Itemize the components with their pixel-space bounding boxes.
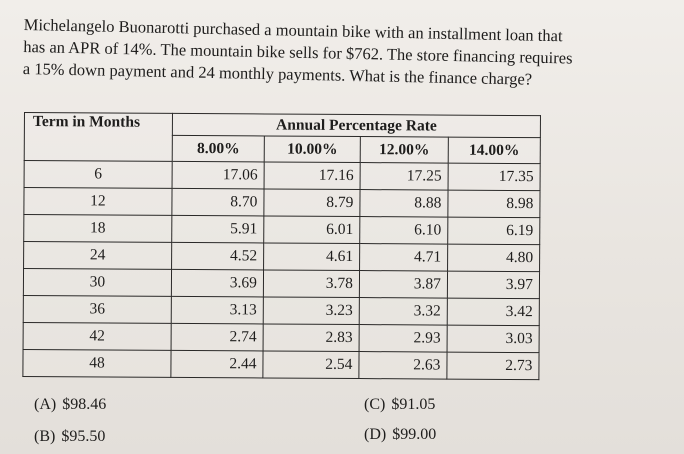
term-cell: 42 <box>23 322 171 350</box>
value-cell: 3.42 <box>447 298 539 326</box>
value-cell: 3.23 <box>263 297 359 325</box>
term-cell: 30 <box>23 269 171 297</box>
answer-choice-a[interactable] <box>34 396 106 414</box>
term-header: Term in Months <box>24 113 172 162</box>
table-row <box>23 295 539 325</box>
answer-choice-b[interactable] <box>34 428 105 446</box>
value-cell: 2.93 <box>359 325 447 353</box>
value-cell: 5.91 <box>172 215 264 243</box>
table-row <box>24 161 540 191</box>
answer-text: $91.05 <box>391 396 436 413</box>
value-cell: 8.70 <box>172 188 264 216</box>
value-cell: 2.44 <box>171 350 263 378</box>
question-line: a 15% down payment and 24 monthly payments. What is the finance charge? <box>22 58 533 89</box>
table-row <box>23 269 539 299</box>
value-cell: 2.74 <box>171 323 263 351</box>
apr-header: Annual Percentage Rate <box>172 113 540 137</box>
value-cell: 2.73 <box>447 352 539 380</box>
rate-header: 10.00% <box>264 136 360 163</box>
question-line: Michelangelo Buonarotti purchased a mountain bike with an installment loan that <box>23 14 563 46</box>
term-cell: 48 <box>23 349 171 377</box>
value-cell: 6.10 <box>360 217 448 245</box>
value-cell: 4.61 <box>264 243 360 271</box>
value-cell: 8.88 <box>360 190 448 218</box>
table-row <box>24 242 540 272</box>
value-cell: 2.63 <box>359 352 447 380</box>
value-cell: 6.19 <box>448 217 540 245</box>
question-text <box>23 14 674 94</box>
answer-choice-d[interactable] <box>364 426 436 444</box>
table-row <box>23 322 539 352</box>
value-cell: 3.78 <box>263 270 359 298</box>
value-cell: 3.13 <box>171 296 263 324</box>
answer-text: $98.46 <box>62 396 107 413</box>
term-cell: 6 <box>24 161 172 189</box>
value-cell: 4.80 <box>448 244 540 272</box>
answer-letter: (D) <box>364 426 387 443</box>
term-cell: 24 <box>24 242 172 270</box>
value-cell: 8.98 <box>448 190 540 218</box>
answer-letter: (A) <box>34 396 57 413</box>
term-cell: 36 <box>23 295 171 323</box>
rate-header: 12.00% <box>360 137 448 164</box>
answer-text: $99.00 <box>392 426 437 443</box>
question-line: has an APR of 14%. The mountain bike sells for $762. The store financing requires <box>23 36 573 68</box>
value-cell: 3.87 <box>359 271 447 299</box>
term-cell: 18 <box>24 215 172 243</box>
value-cell: 17.25 <box>360 163 448 191</box>
value-cell: 3.97 <box>447 271 539 299</box>
value-cell: 3.69 <box>171 269 263 297</box>
table-row <box>23 349 539 379</box>
value-cell: 6.01 <box>264 216 360 244</box>
table-row <box>24 188 540 218</box>
answer-choice-c[interactable] <box>364 396 435 414</box>
rate-header: 14.00% <box>448 137 540 164</box>
term-cell: 12 <box>24 188 172 216</box>
answer-letter: (B) <box>34 428 56 445</box>
answer-letter: (C) <box>364 396 386 413</box>
value-cell: 17.35 <box>448 163 540 191</box>
value-cell: 2.83 <box>263 324 359 352</box>
table-row <box>24 215 540 245</box>
apr-table <box>22 112 541 380</box>
value-cell: 3.32 <box>359 298 447 326</box>
value-cell: 17.16 <box>264 162 360 190</box>
answer-text: $95.50 <box>61 428 106 445</box>
value-cell: 4.52 <box>172 242 264 270</box>
value-cell: 8.79 <box>264 189 360 217</box>
value-cell: 17.06 <box>172 161 264 189</box>
value-cell: 2.54 <box>263 351 359 379</box>
value-cell: 4.71 <box>360 244 448 272</box>
value-cell: 3.03 <box>447 325 539 353</box>
rate-header: 8.00% <box>172 135 264 162</box>
